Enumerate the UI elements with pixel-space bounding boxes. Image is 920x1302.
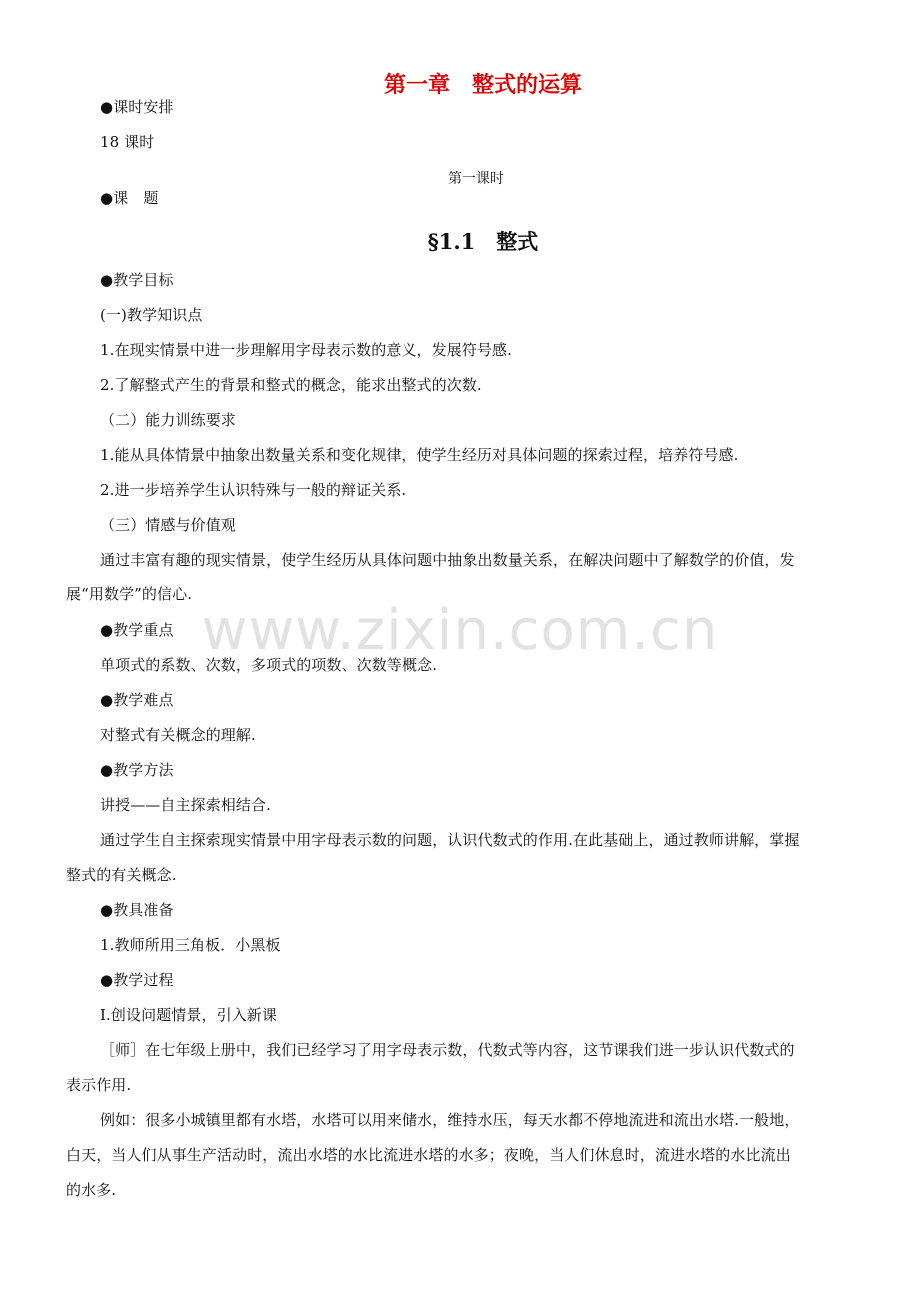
ability-item-1: 1.能从具体情景中抽象出数量关系和变化规律，使学生经历对具体问题的探索过程，培养符号感. (100, 446, 739, 464)
knowledge-item-2: 2.了解整式产生的背景和整式的概念，能求出整式的次数. (100, 376, 482, 394)
methods-paragraph-line-2: 整式的有关概念. (66, 866, 177, 884)
teacher-paragraph-line-2: 表示作用. (66, 1076, 132, 1094)
subheading-values: （三）情感与价值观 (100, 516, 236, 534)
difficulties-text: 对整式有关概念的理解. (100, 726, 256, 744)
teacher-paragraph-line-1: ［师］在七年级上册中，我们已经学习了用字母表示数，代数式等内容，这节课我们进一步认识代数式的 (100, 1041, 795, 1059)
heading-difficulties: ●教学难点 (100, 691, 174, 709)
key-points-text: 单项式的系数、次数，多项式的项数、次数等概念. (100, 656, 438, 674)
schedule-hours: 18 课时 (100, 133, 155, 151)
example-paragraph-line-3: 的水多. (66, 1181, 117, 1199)
heading-tools: ●教具准备 (100, 901, 174, 919)
subheading-ability: （二）能力训练要求 (100, 411, 236, 429)
methods-paragraph-line-1: 通过学生自主探索现实情景中用字母表示数的问题，认识代数式的作用.在此基础上，通过教师讲解，掌握 (100, 831, 800, 849)
heading-topic: ●课 题 (100, 189, 159, 207)
watermark: www.zixin.com.cn (201, 598, 719, 663)
heading-methods: ●教学方法 (100, 761, 174, 779)
example-paragraph-line-1: 例如：很多小城镇里都有水塔，水塔可以用来储水，维持水压，每天水都不停地流进和流出水塔.一般地， (100, 1111, 800, 1129)
process-step-1: Ⅰ.创设问题情景，引入新课 (100, 1006, 277, 1024)
chapter-title: 第一章 整式的运算 (383, 72, 582, 98)
subheading-knowledge: (一)教学知识点 (100, 306, 203, 324)
lesson-label: 第一课时 (448, 171, 504, 187)
values-paragraph-line-1: 通过丰富有趣的现实情景，使学生经历从具体问题中抽象出数量关系，在解决问题中了解数学的价值，发 (100, 551, 795, 569)
section-title: §1.1 整式 (427, 229, 539, 254)
values-paragraph-line-2: 展“用数学”的信心. (66, 585, 193, 603)
methods-text: 讲授——自主探索相结合. (100, 796, 271, 814)
heading-schedule: ●课时安排 (100, 98, 174, 116)
ability-item-2: 2.进一步培养学生认识特殊与一般的辩证关系. (100, 481, 407, 499)
tools-item-1: 1.教师所用三角板．小黑板 (100, 936, 281, 954)
heading-key-points: ●教学重点 (100, 621, 174, 639)
example-paragraph-line-2: 白天，当人们从事生产活动时，流出水塔的水比流进水塔的水多；夜晚，当人们休息时，流进水塔的水比流出 (66, 1146, 791, 1164)
heading-objectives: ●教学目标 (100, 271, 174, 289)
knowledge-item-1: 1.在现实情景中进一步理解用字母表示数的意义，发展符号感. (100, 341, 512, 359)
heading-process: ●教学过程 (100, 971, 174, 989)
